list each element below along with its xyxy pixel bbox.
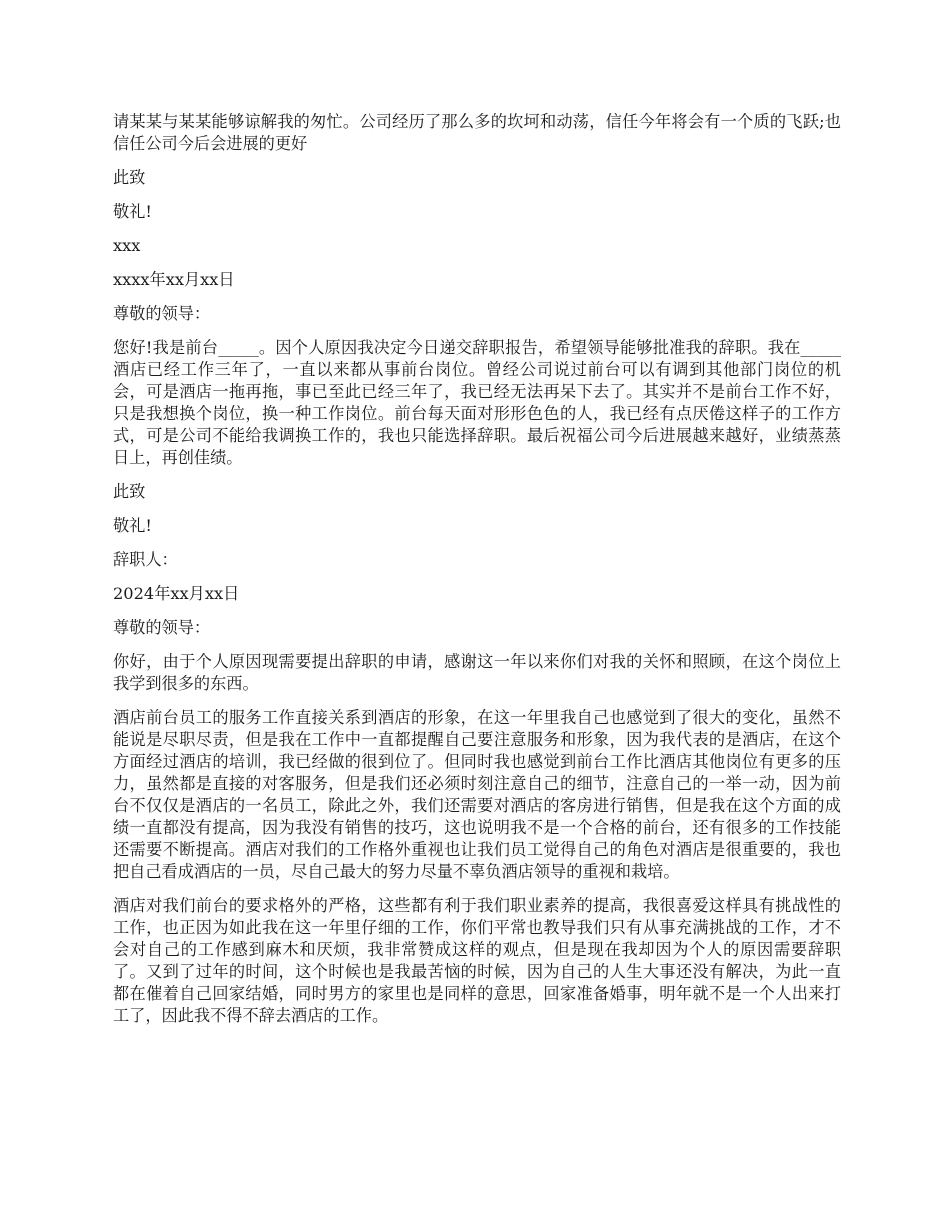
salutation-jingli: 敬礼!	[113, 516, 152, 535]
signature-label: 辞职人：	[113, 550, 178, 569]
closing-paragraph: 请某某与某某能够谅解我的匆忙。公司经历了那么多的坎坷和动荡，信任今年将会有一个质的飞跃;也信任公司今后会进展的更好	[113, 112, 841, 153]
signature-date: xxxx年xx月xx日	[113, 270, 235, 289]
letter-greeting: 尊敬的领导：	[113, 618, 211, 637]
document-page	[113, 111, 841, 1039]
letter-body-paragraph: 您好!我是前台_____。因个人原因我决定今日递交辞职报告，希望领导能够批准我的辞职。我在_____酒店已经工作三年了，一直以来都从事前台岗位。曾经公司说过前台可以有调到其他部门岗位的机会，可是酒店一拖再拖，事已至此已经三年了，我已经无法再呆下去了。其实并不是前台工作不好，只是我想换个岗位，换一种工作岗位。前台每天面对形形色色的人，我已经有点厌倦这样子的工作方式，可是公司不能给我调换工作的，我也只能选择辞职。最后祝福公司今后进展越来越好，业绩蒸蒸日上，再创佳绩。	[113, 338, 841, 467]
letter-greeting: 尊敬的领导：	[113, 304, 211, 323]
salutation-jingli: 敬礼!	[113, 202, 152, 221]
signature-name: xxx	[113, 236, 141, 255]
signature-date: 2024年xx月xx日	[113, 584, 240, 603]
letter-body-paragraph: 你好，由于个人原因现需要提出辞职的申请，感谢这一年以来你们对我的关怀和照顾，在这个岗位上我学到很多的东西。	[113, 652, 841, 693]
salutation-cizhi: 此致	[113, 168, 146, 187]
salutation-cizhi: 此致	[113, 482, 146, 501]
letter-body-paragraph: 酒店对我们前台的要求格外的严格，这些都有利于我们职业素养的提高，我很喜爱这样具有挑战性的工作，也正因为如此我在这一年里仔细的工作，你们平常也教导我们只有从事充满挑战的工作，才不会对自己的工作感到麻木和厌烦，我非常赞成这样的观点，但是现在我却因为个人的原因需要辞职了。又到了过年的时间，这个时候也是我最苦恼的时候，因为自己的人生大事还没有解决，为此一直都在催着自己回家结婚，同时男方的家里也是同样的意思，回家准备婚事，明年就不是一个人出来打工了，因此我不得不辞去酒店的工作。	[113, 896, 841, 1025]
letter-body-paragraph: 酒店前台员工的服务工作直接关系到酒店的形象，在这一年里我自己也感觉到了很大的变化，虽然不能说是尽职尽责，但是我在工作中一直都提醒自己要注意服务和形象，因为我代表的是酒店，在这个方面经过酒店的培训，我已经做的很到位了。但同时我也感觉到前台工作比酒店其他岗位有更多的压力，虽然都是直接的对客服务，但是我们还必须时刻注意自己的细节，注意自己的一举一动，因为前台不仅仅是酒店的一名员工，除此之外，我们还需要对酒店的客房进行销售，但是我在这个方面的成绩一直都没有提高，因为我没有销售的技巧，这也说明我不是一个合格的前台，还有很多的工作技能还需要不断提高。酒店对我们的工作格外重视也让我们员工觉得自己的角色对酒店是很重要的，我也把自己看成酒店的一员，尽自己最大的努力尽量不辜负酒店领导的重视和栽培。	[113, 708, 841, 881]
